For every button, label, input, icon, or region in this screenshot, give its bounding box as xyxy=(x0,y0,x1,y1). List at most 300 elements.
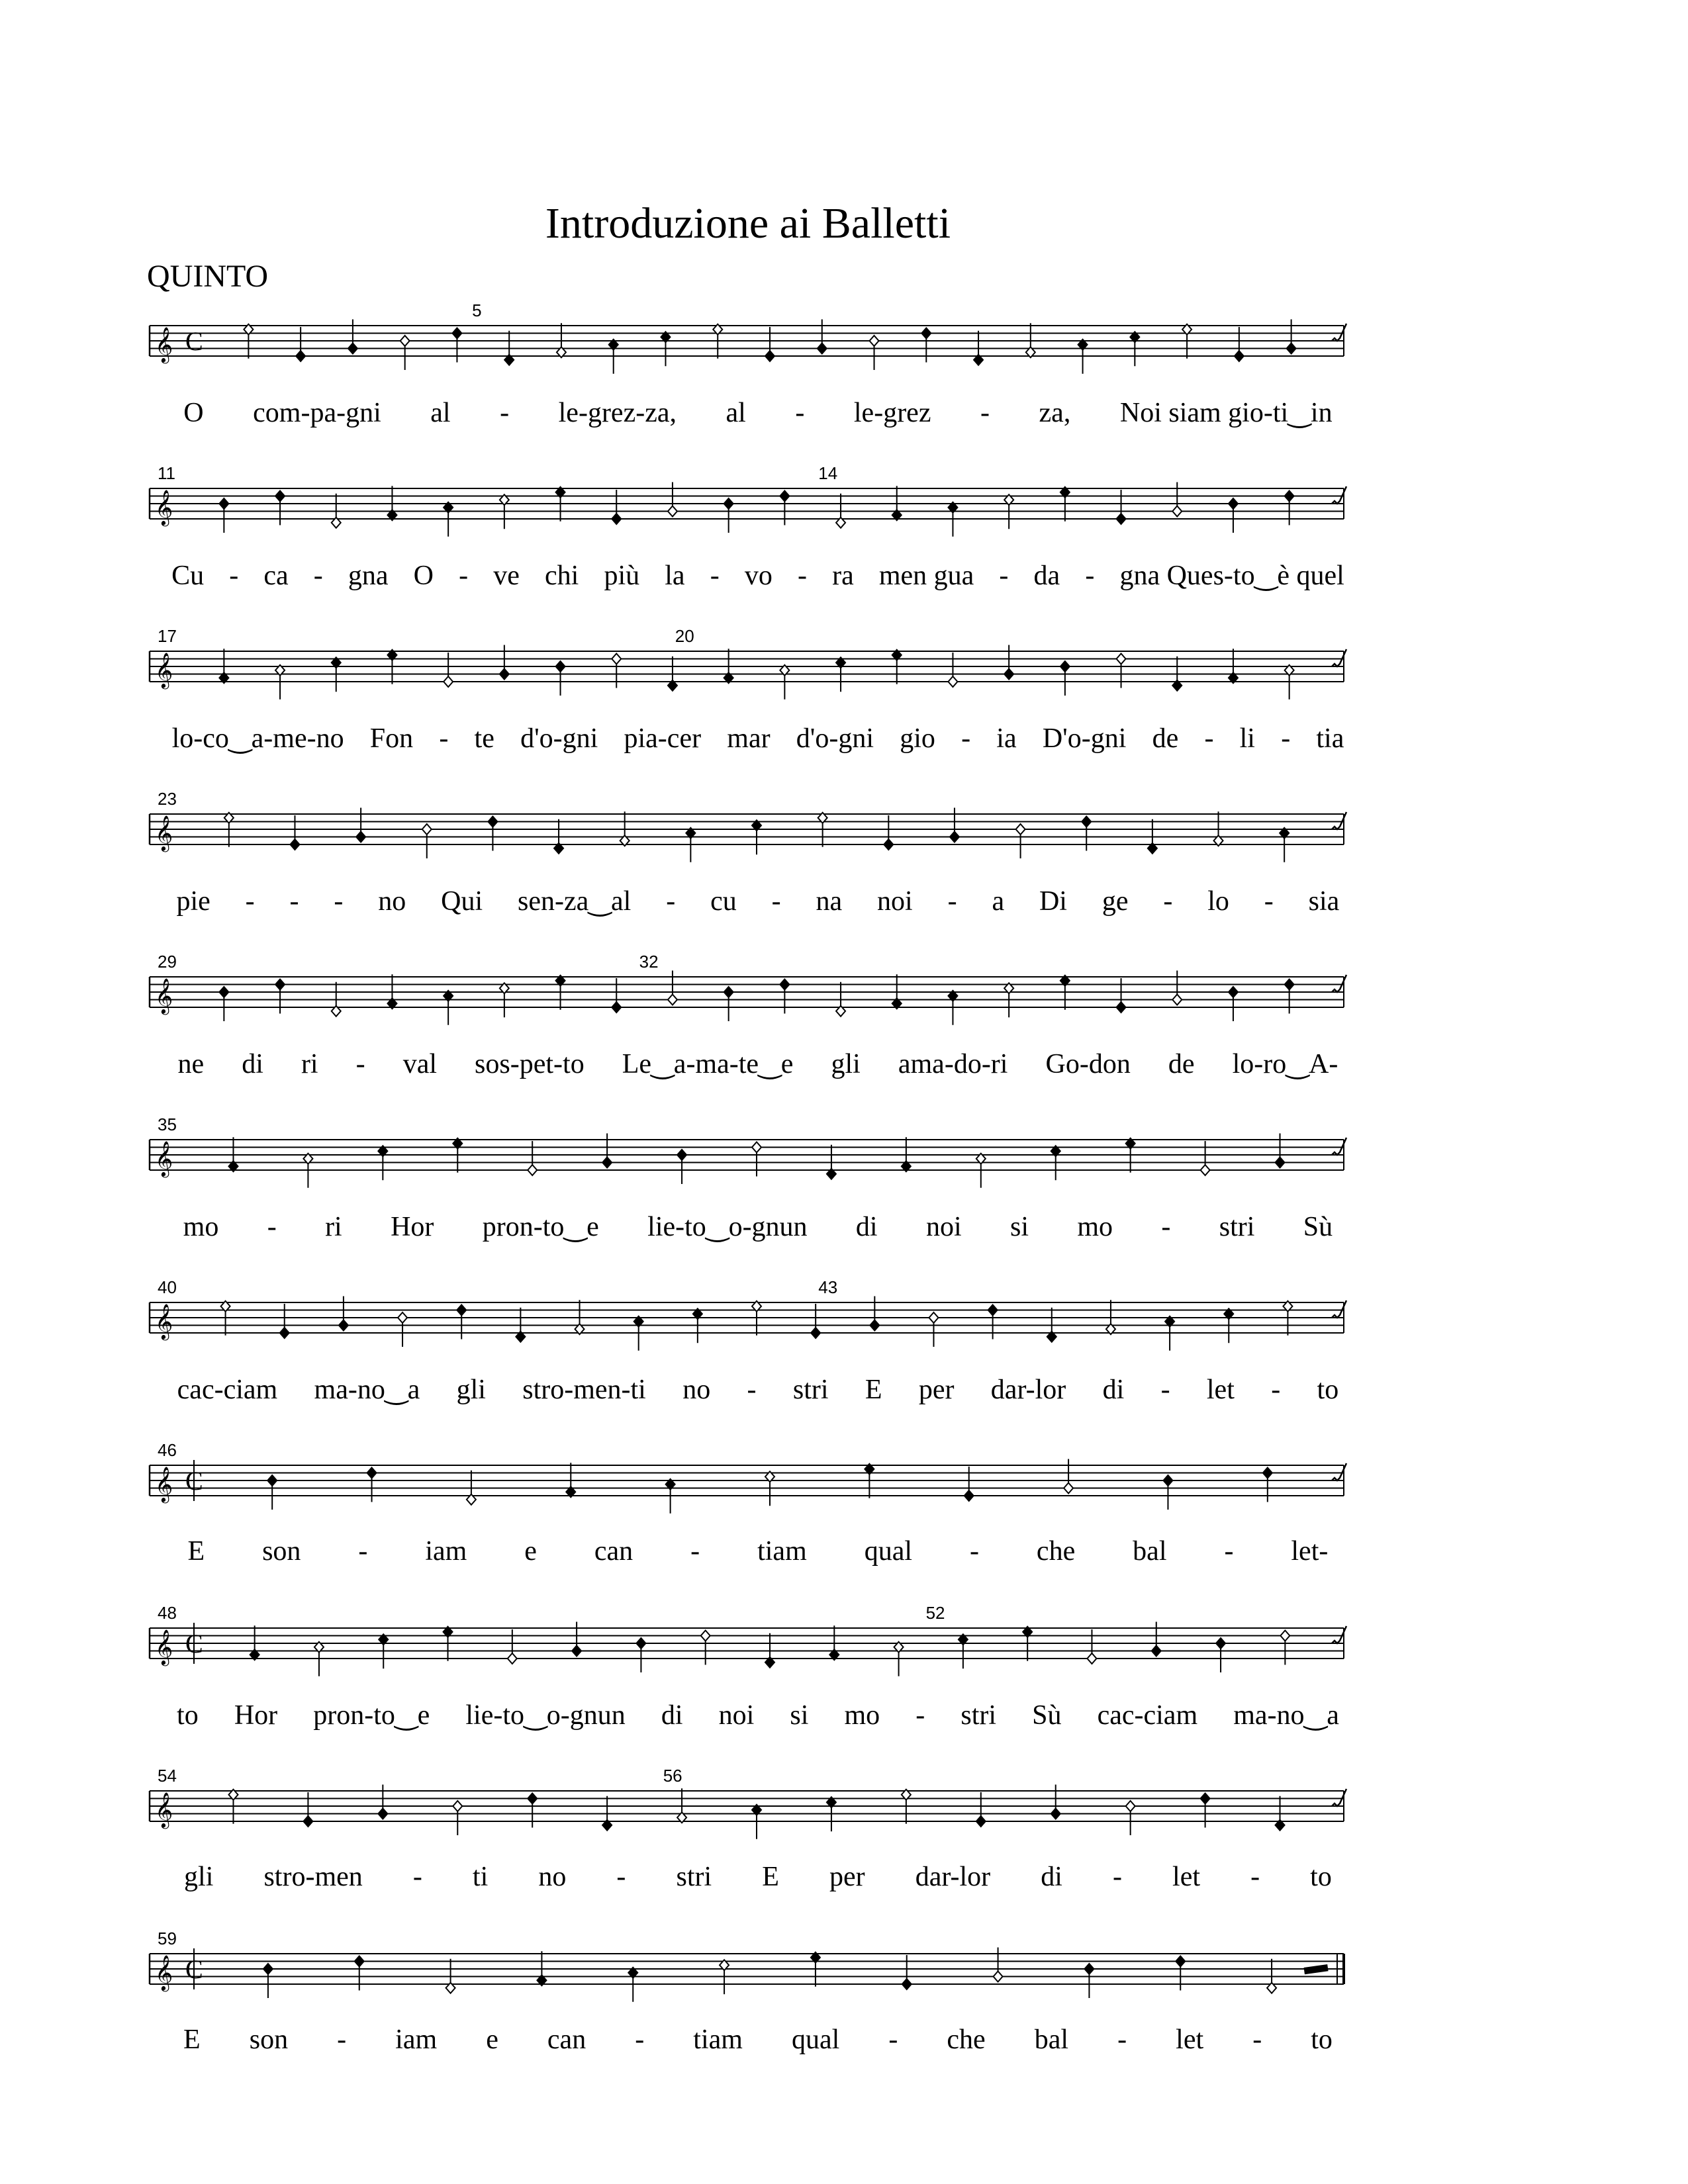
lyric-syllable: to xyxy=(1311,2025,1333,2055)
note xyxy=(444,653,453,687)
mensuration-sign: C xyxy=(185,1628,203,1659)
measure-number: 59 xyxy=(158,1929,177,1948)
lyric-syllable: - xyxy=(1271,1375,1281,1405)
measure-number: 32 xyxy=(639,952,659,972)
lyric-syllable: qual xyxy=(864,1536,913,1567)
lyrics-line xyxy=(159,721,1357,761)
staff xyxy=(0,1113,1688,1212)
lyric-syllable: Hor xyxy=(234,1700,278,1731)
lyric-syllable: - xyxy=(961,723,971,754)
lyric-syllable: ca xyxy=(263,561,289,591)
note xyxy=(1163,1475,1172,1510)
lyric-syllable: di xyxy=(242,1049,263,1079)
lyric-syllable: - xyxy=(1264,886,1274,917)
measure-number: 40 xyxy=(158,1277,177,1297)
lyric-syllable: ri xyxy=(301,1049,318,1079)
lyric-syllable: - xyxy=(999,561,1009,591)
lyric-syllable: - xyxy=(337,2025,347,2055)
measure-number: 48 xyxy=(158,1603,177,1623)
staff xyxy=(0,1602,1688,1701)
lyric-syllable: lo-ro‿A- xyxy=(1232,1049,1338,1079)
lyric-syllable: dar-lor xyxy=(990,1375,1066,1405)
note xyxy=(677,1150,686,1184)
lyric-syllable: - xyxy=(710,561,720,591)
note xyxy=(1084,1964,1094,1998)
lyrics-line xyxy=(159,396,1357,435)
lyric-syllable: let- xyxy=(1291,1536,1329,1567)
lyric-syllable: com-pa-gni xyxy=(253,398,381,428)
lyric-syllable: bal xyxy=(1034,2025,1069,2055)
lyrics-line xyxy=(159,1373,1357,1412)
lyric-syllable: di xyxy=(1041,1862,1062,1892)
lyric-syllable: to xyxy=(177,1700,199,1731)
lyric-syllable: le-grez-za, xyxy=(558,398,677,428)
lyric-syllable: ge xyxy=(1102,886,1129,917)
lyric-syllable: - xyxy=(1204,723,1214,754)
note xyxy=(994,1948,1003,1982)
note xyxy=(452,328,461,363)
lyric-syllable: Sù xyxy=(1032,1700,1062,1731)
lyric-syllable: E xyxy=(865,1375,882,1405)
lyric-syllable: cac-ciam xyxy=(1097,1700,1198,1731)
lyric-syllable: pie xyxy=(176,886,211,917)
lyric-syllable: - xyxy=(915,1700,925,1731)
note xyxy=(528,1141,537,1175)
lyric-syllable: gio xyxy=(900,723,935,754)
treble-clef-icon: 𝄞 xyxy=(155,489,173,525)
note xyxy=(818,320,827,354)
lyric-syllable: dar-lor xyxy=(915,1862,991,1892)
note xyxy=(556,661,565,696)
note xyxy=(929,1312,938,1347)
lyric-syllable: let xyxy=(1206,1375,1235,1405)
staff-system xyxy=(0,1439,1688,1598)
note xyxy=(422,824,432,858)
lyric-syllable: - xyxy=(245,886,255,917)
note xyxy=(290,815,299,850)
lyrics-line xyxy=(159,2024,1357,2064)
note xyxy=(356,808,365,842)
lyric-syllable: can xyxy=(547,2025,586,2055)
note xyxy=(1051,1785,1060,1819)
staff-system xyxy=(0,462,1688,621)
lyric-syllable: te xyxy=(474,723,494,754)
note xyxy=(988,1305,998,1340)
note xyxy=(280,1304,289,1338)
staff-system xyxy=(0,950,1688,1109)
note xyxy=(1016,824,1025,858)
note xyxy=(701,1631,710,1665)
lyric-syllable: tiam xyxy=(693,2025,743,2055)
mensuration-sign: C xyxy=(185,1954,203,1984)
lyric-syllable: O xyxy=(183,398,204,428)
lyric-syllable: stro-men xyxy=(263,1862,363,1892)
lyric-syllable: - xyxy=(289,886,299,917)
measure-number: 20 xyxy=(675,626,694,646)
lyric-syllable: let xyxy=(1172,1862,1201,1892)
lyric-syllable: stri xyxy=(792,1375,829,1405)
lyric-syllable: tiam xyxy=(757,1536,807,1567)
lyric-syllable: Cu xyxy=(171,561,205,591)
measure-number: 5 xyxy=(472,300,482,320)
note xyxy=(219,987,228,1021)
lyric-syllable: iam xyxy=(395,2025,438,2055)
lyric-syllable: gna Ques-to‿è quel xyxy=(1119,561,1344,591)
note xyxy=(219,498,228,533)
treble-clef-icon: 𝄞 xyxy=(155,1466,173,1502)
lyric-syllable: no xyxy=(538,1862,567,1892)
lyric-syllable: vo xyxy=(744,561,773,591)
note xyxy=(902,1955,912,1989)
lyric-syllable: Go-don xyxy=(1045,1049,1131,1079)
lyric-syllable: cu xyxy=(710,886,737,917)
measure-number: 14 xyxy=(818,463,838,483)
lyric-syllable: son xyxy=(262,1536,301,1567)
lyric-syllable: - xyxy=(229,561,239,591)
staff-system xyxy=(0,625,1688,784)
note xyxy=(1287,320,1296,354)
lyric-syllable: E xyxy=(183,2025,201,2055)
lyric-syllable: - xyxy=(267,1212,277,1242)
note xyxy=(1117,490,1126,524)
lyric-syllable: mar xyxy=(727,723,771,754)
lyric-syllable: - xyxy=(947,886,957,917)
note xyxy=(275,979,285,1014)
note xyxy=(400,336,410,370)
lyric-syllable: li xyxy=(1239,723,1255,754)
lyric-syllable: d'o-gni xyxy=(520,723,598,754)
note xyxy=(263,1964,273,1998)
lyric-syllable: - xyxy=(1252,2025,1262,2055)
staff-system xyxy=(0,1602,1688,1760)
note xyxy=(921,328,931,363)
note xyxy=(780,491,789,525)
lyric-syllable: - xyxy=(1161,1212,1171,1242)
lyric-syllable: lo xyxy=(1207,886,1229,917)
note xyxy=(1216,1638,1225,1672)
measure-number: 46 xyxy=(158,1440,177,1460)
staff xyxy=(0,625,1688,724)
lyric-syllable: ra xyxy=(832,561,854,591)
note xyxy=(457,1305,466,1340)
lyric-syllable: D'o-gni xyxy=(1042,723,1127,754)
lyric-syllable: sen-za‿al xyxy=(518,886,632,917)
lyric-syllable: - xyxy=(888,2025,898,2055)
note xyxy=(765,327,774,361)
lyric-syllable: Di xyxy=(1039,886,1067,917)
lyric-syllable: di xyxy=(855,1212,878,1242)
staff xyxy=(0,462,1688,561)
lyric-syllable: al xyxy=(726,398,746,428)
note xyxy=(1276,1134,1285,1168)
lyric-syllable: - xyxy=(358,1536,368,1567)
note xyxy=(500,645,509,680)
lyric-syllable: Le‿a-ma-te‿e xyxy=(622,1049,794,1079)
note xyxy=(976,1792,986,1827)
lyrics-line xyxy=(159,1698,1357,1738)
lyric-syllable: sos-pet-to xyxy=(475,1049,585,1079)
lyric-syllable: pron-to‿e xyxy=(482,1212,599,1242)
lyric-syllable: a xyxy=(992,886,1005,917)
staff-system xyxy=(0,1276,1688,1435)
note xyxy=(1004,645,1013,680)
staff-system xyxy=(0,299,1688,458)
lyric-syllable: ama-do-ri xyxy=(898,1049,1008,1079)
treble-clef-icon: 𝄞 xyxy=(155,1140,173,1176)
lyric-syllable: no xyxy=(682,1375,711,1405)
lyric-syllable: per xyxy=(918,1375,955,1405)
note xyxy=(884,815,893,850)
note xyxy=(508,1629,517,1664)
note xyxy=(303,1792,312,1827)
note xyxy=(1087,1629,1096,1664)
lyrics-line xyxy=(159,1861,1357,1901)
lyric-syllable: - xyxy=(1112,1862,1122,1892)
lyrics-line xyxy=(159,559,1357,598)
lyric-syllable: - xyxy=(500,398,510,428)
note xyxy=(724,498,733,533)
lyric-syllable: - xyxy=(635,2025,645,2055)
lyric-syllable: Qui xyxy=(441,886,483,917)
lyric-syllable: E xyxy=(762,1862,779,1892)
lyric-syllable: - xyxy=(616,1862,626,1892)
lyric-syllable: gli xyxy=(184,1862,214,1892)
lyric-syllable: - xyxy=(797,561,807,591)
lyric-syllable: ti xyxy=(472,1862,489,1892)
lyrics-line xyxy=(159,1047,1357,1087)
note xyxy=(870,336,879,370)
note xyxy=(950,808,959,842)
treble-clef-icon: 𝄞 xyxy=(155,815,173,850)
long-rest-icon xyxy=(1304,1964,1329,1974)
lyric-syllable: za, xyxy=(1039,398,1071,428)
lyric-syllable: - xyxy=(969,1536,979,1567)
lyric-syllable: si xyxy=(1009,1212,1029,1242)
treble-clef-icon: 𝄞 xyxy=(155,652,173,688)
measure-number: 56 xyxy=(663,1766,682,1786)
measure-number: 52 xyxy=(925,1603,945,1623)
note xyxy=(668,482,677,517)
note xyxy=(528,1794,537,1828)
lyric-syllable: - xyxy=(1250,1862,1260,1892)
lyric-syllable: la xyxy=(665,561,685,591)
lyric-syllable: bal xyxy=(1133,1536,1167,1567)
note xyxy=(367,1468,377,1502)
lyric-syllable: più xyxy=(604,561,640,591)
lyric-syllable: cac-ciam xyxy=(177,1375,278,1405)
lyric-syllable: noi xyxy=(925,1212,962,1242)
note xyxy=(1280,1631,1289,1665)
measure-number: 17 xyxy=(158,626,177,646)
note xyxy=(1172,971,1182,1005)
lyric-syllable: to xyxy=(1310,1862,1332,1892)
note xyxy=(398,1312,407,1347)
lyric-syllable: - xyxy=(795,398,805,428)
lyric-syllable: E xyxy=(187,1536,205,1567)
lyric-syllable: tia xyxy=(1316,723,1344,754)
note xyxy=(602,1134,612,1168)
note xyxy=(1235,327,1244,361)
lyric-syllable: ri xyxy=(325,1212,342,1242)
lyric-syllable: can xyxy=(594,1536,633,1567)
mensuration-sign: C xyxy=(185,1465,203,1496)
lyric-syllable: no xyxy=(378,886,406,917)
note xyxy=(668,971,677,1005)
lyric-syllable: mo xyxy=(844,1700,880,1731)
lyric-syllable: Sù xyxy=(1303,1212,1333,1242)
note xyxy=(780,979,789,1014)
lyric-syllable: - xyxy=(1163,886,1173,917)
note xyxy=(339,1297,348,1331)
lyric-syllable: - xyxy=(747,1375,757,1405)
note xyxy=(1229,498,1238,533)
lyric-syllable: - xyxy=(459,561,469,591)
note xyxy=(1201,1794,1210,1828)
staff xyxy=(0,788,1688,887)
lyric-syllable: Hor xyxy=(391,1212,434,1242)
lyric-syllable: chi xyxy=(545,561,579,591)
lyric-syllable: ia xyxy=(996,723,1017,754)
lyric-syllable: - xyxy=(1117,2025,1127,2055)
note xyxy=(1082,817,1091,851)
lyric-syllable: - xyxy=(1224,1536,1234,1567)
lyric-syllable: - xyxy=(1281,723,1291,754)
lyric-syllable: qual xyxy=(792,2025,840,2055)
lyric-syllable: al xyxy=(430,398,451,428)
lyric-syllable: di xyxy=(661,1700,683,1731)
lyric-syllable: - xyxy=(439,723,449,754)
lyric-syllable: stri xyxy=(961,1700,997,1731)
lyric-syllable: iam xyxy=(425,1536,467,1567)
note xyxy=(752,1142,761,1177)
note xyxy=(267,1475,277,1510)
note xyxy=(870,1297,879,1331)
lyric-syllable: lie-to‿o-gnun xyxy=(465,1700,626,1731)
lyric-syllable: de xyxy=(1168,1049,1195,1079)
note xyxy=(1229,987,1238,1021)
note xyxy=(612,490,621,524)
measure-number: 23 xyxy=(158,789,177,809)
note xyxy=(572,1622,581,1657)
note xyxy=(636,1638,645,1672)
lyrics-line xyxy=(159,1210,1357,1250)
measure-number: 43 xyxy=(818,1277,838,1297)
mensuration-sign: C xyxy=(185,326,203,356)
lyric-syllable: mo xyxy=(1077,1212,1113,1242)
lyric-syllable: - xyxy=(771,886,781,917)
treble-clef-icon: 𝄞 xyxy=(155,1792,173,1827)
note xyxy=(296,327,305,361)
lyric-syllable: - xyxy=(1160,1375,1170,1405)
note xyxy=(1285,979,1294,1014)
note xyxy=(612,654,621,688)
note xyxy=(1064,1459,1073,1494)
lyric-syllable: noi xyxy=(718,1700,755,1731)
lyric-syllable: - xyxy=(334,886,344,917)
lyric-syllable: ne xyxy=(177,1049,205,1079)
treble-clef-icon: 𝄞 xyxy=(155,1954,173,1990)
lyric-syllable: let xyxy=(1176,2025,1204,2055)
note xyxy=(378,1785,387,1819)
lyric-syllable: gna xyxy=(348,561,389,591)
note xyxy=(1263,1468,1272,1502)
note xyxy=(964,1467,974,1501)
staff xyxy=(0,1927,1688,2026)
note xyxy=(612,978,621,1013)
lyric-syllable: di xyxy=(1102,1375,1125,1405)
treble-clef-icon: 𝄞 xyxy=(155,1629,173,1664)
staff xyxy=(0,1439,1688,1538)
staff xyxy=(0,950,1688,1050)
note xyxy=(275,491,285,525)
note xyxy=(488,817,497,851)
lyric-syllable: e xyxy=(486,2025,498,2055)
lyric-syllable: stro-men-ti xyxy=(522,1375,646,1405)
note xyxy=(1060,661,1070,696)
staff-system xyxy=(0,1113,1688,1272)
note xyxy=(1152,1622,1161,1657)
note xyxy=(1117,978,1126,1013)
piece-title: Introduzione ai Balletti xyxy=(545,199,951,248)
note xyxy=(348,320,357,354)
lyric-syllable: si xyxy=(790,1700,809,1731)
note xyxy=(948,653,957,687)
note xyxy=(1201,1141,1210,1175)
treble-clef-icon: 𝄞 xyxy=(155,326,173,362)
staff-system xyxy=(0,1927,1688,2086)
lyric-syllable: - xyxy=(690,1536,700,1567)
staff-system xyxy=(0,788,1688,946)
lyric-syllable: che xyxy=(1036,1536,1076,1567)
note xyxy=(1285,491,1294,525)
lyric-syllable: gli xyxy=(831,1049,861,1079)
note xyxy=(1172,482,1182,517)
lyric-syllable: da xyxy=(1033,561,1060,591)
measure-number: 54 xyxy=(158,1766,177,1786)
lyric-syllable: - xyxy=(313,561,323,591)
note xyxy=(1176,1956,1185,1991)
measure-number: 35 xyxy=(158,1115,177,1134)
lyric-syllable: stri xyxy=(676,1862,712,1892)
measure-number: 11 xyxy=(158,463,175,483)
lyrics-line xyxy=(159,1535,1357,1575)
lyric-syllable: le-grez xyxy=(853,398,931,428)
lyric-syllable: ma-no‿a xyxy=(1233,1700,1339,1731)
note xyxy=(355,1956,364,1991)
note xyxy=(811,1304,820,1338)
note xyxy=(724,987,733,1021)
lyric-syllable: na xyxy=(816,886,843,917)
lyric-syllable: lie-to‿o-gnun xyxy=(647,1212,808,1242)
lyric-syllable: pia-cer xyxy=(624,723,702,754)
lyric-syllable: gli xyxy=(456,1375,486,1405)
staff xyxy=(0,1764,1688,1864)
lyric-syllable: d'o-gni xyxy=(796,723,874,754)
treble-clef-icon: 𝄞 xyxy=(155,1303,173,1339)
staff xyxy=(0,1276,1688,1375)
note xyxy=(1117,654,1126,688)
lyric-syllable: pron-to‿e xyxy=(313,1700,430,1731)
lyric-syllable: sia xyxy=(1308,886,1340,917)
lyric-syllable: - xyxy=(412,1862,422,1892)
lyric-syllable: noi xyxy=(877,886,913,917)
note xyxy=(453,1801,462,1835)
lyric-syllable: - xyxy=(1085,561,1095,591)
lyric-syllable: - xyxy=(666,886,676,917)
staff xyxy=(0,299,1688,398)
lyric-syllable: mo xyxy=(183,1212,219,1242)
lyric-syllable: per xyxy=(829,1862,865,1892)
